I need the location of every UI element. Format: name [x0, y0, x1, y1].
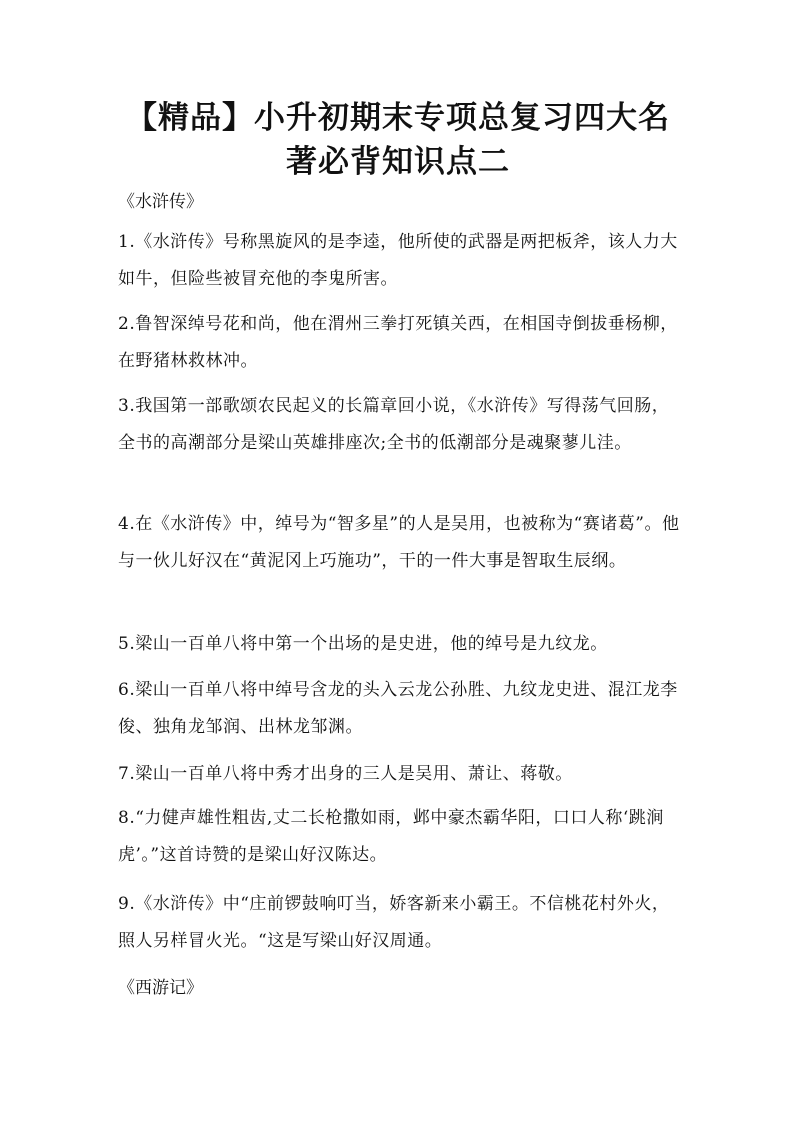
paragraph-1: 1.《水浒传》号称黑旋风的是李逵，他所使的武器是两把板斧，该人力大如牛，但险些被冒充他的李鬼所害。: [118, 232, 678, 289]
paragraph-7: 7.梁山一百单八将中秀才出身的三人是吴用、萧让、蒋敬。: [118, 764, 573, 784]
paragraph-9: 9.《水浒传》中“庄前锣鼓响叮当，娇客新来小霸王。不信桃花村外火，照人另样冒火光。“这是写梁山好汉周通。: [118, 894, 670, 951]
paragraph-5: 5.梁山一百单八将中第一个出场的是史进，他的绰号是九纹龙。: [118, 634, 608, 654]
section-heading-xiyou: 《西游记》: [118, 978, 203, 998]
paragraph-4: 4.在《水浒传》中，绰号为“智多星”的人是吴用，也被称为“赛诸葛”。他与一伙儿好汉在“黄泥冈上巧施功”，干的一件大事是智取生辰纲。: [118, 514, 680, 571]
document-title: 【精品】小升初期末专项总复习四大名著必背知识点二: [126, 100, 670, 180]
paragraph-8: 8.“力健声雄性粗齿,丈二长枪撒如雨，邺中豪杰霸华阳，口口人称‘跳涧虎’。”这首诗赞的是梁山好汉陈达。: [118, 808, 664, 865]
paragraph-2: 2.鲁智深绰号花和尚，他在渭州三拳打死镇关西，在相国寺倒拔垂杨柳，在野猪林救林冲。: [118, 314, 678, 371]
section-heading-shuihu: 《水浒传》: [118, 192, 203, 212]
paragraph-3: 3.我国第一部歌颂农民起义的长篇章回小说，《水浒传》写得荡气回肠，全书的高潮部分是梁山英雄排座次;全书的低潮部分是魂聚蓼儿洼。: [118, 396, 670, 453]
paragraph-6: 6.梁山一百单八将中绰号含龙的头入云龙公孙胜、九纹龙史进、混江龙李俊、独角龙邹润、出林龙邹渊。: [118, 680, 678, 737]
